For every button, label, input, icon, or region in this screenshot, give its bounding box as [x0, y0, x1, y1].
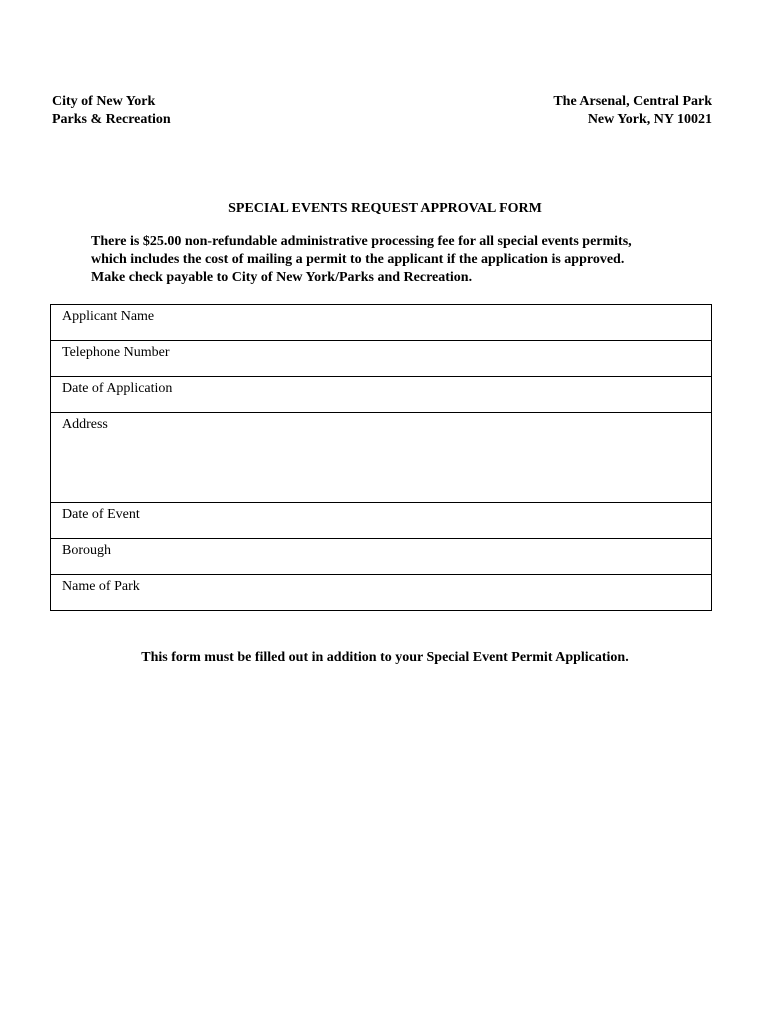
- date-of-event-label: Date of Event: [62, 507, 140, 522]
- agency-department: Parks & Recreation: [52, 112, 171, 127]
- name-of-park-label: Name of Park: [62, 579, 140, 594]
- agency-name-block: [52, 93, 171, 129]
- form-title: SPECIAL EVENTS REQUEST APPROVAL FORM: [228, 201, 542, 216]
- address-field[interactable]: [51, 413, 711, 503]
- fee-notice-line: Make check payable to City of New York/Parks and Recreation.: [91, 270, 473, 285]
- address-building: The Arsenal, Central Park: [553, 94, 712, 109]
- applicant-name-label: Applicant Name: [62, 309, 155, 324]
- footer-note: This form must be filled out in addition to your Special Event Permit Application.: [141, 650, 629, 665]
- telephone-number-field[interactable]: [51, 341, 711, 377]
- date-of-application-field[interactable]: [51, 377, 711, 413]
- fee-notice-line: which includes the cost of mailing a permit to the applicant if the application is approved.: [91, 252, 625, 267]
- date-of-event-field[interactable]: [51, 503, 711, 539]
- fee-notice: [91, 233, 632, 287]
- agency-address-block: [553, 93, 712, 129]
- date-of-application-label: Date of Application: [62, 381, 173, 396]
- borough-label: Borough: [62, 543, 111, 558]
- agency-city: City of New York: [52, 94, 156, 109]
- borough-field[interactable]: [51, 539, 711, 575]
- applicant-name-field[interactable]: [51, 305, 711, 341]
- name-of-park-field[interactable]: [51, 575, 711, 610]
- fee-notice-line: There is $25.00 non-refundable administrative processing fee for all special events permits,: [91, 234, 632, 249]
- address-label: Address: [62, 417, 108, 432]
- application-form-table: [50, 304, 712, 611]
- address-city-zip: New York, NY 10021: [587, 112, 712, 127]
- telephone-number-label: Telephone Number: [62, 345, 170, 360]
